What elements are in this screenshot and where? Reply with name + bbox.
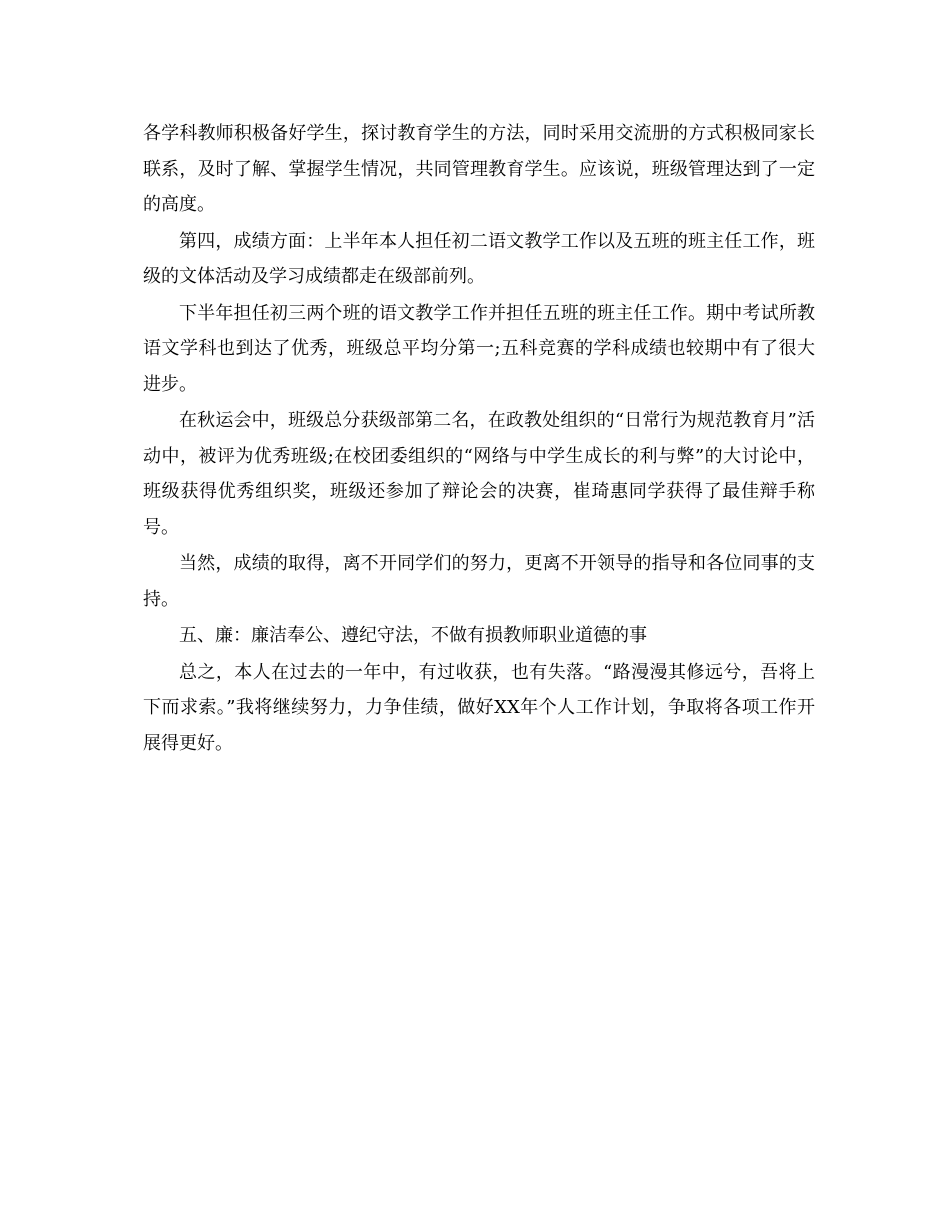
paragraph-3: 下半年担任初三两个班的语文教学工作并担任五班的班主任工作。期中考试所教语文学科也到达了优秀，班级总平均分第一;五科竞赛的学科成绩也较期中有了很大进步。 (143, 302, 815, 395)
paragraph-6: 五、廉：廉洁奉公、遵纪守法，不做有损教师职业道德的事 (179, 625, 647, 646)
paragraph-2: 第四，成绩方面：上半年本人担任初二语文教学工作以及五班的班主任工作，班级的文体活动及学习成绩都走在级部前列。 (143, 230, 815, 287)
document-body (143, 116, 815, 761)
paragraph-7: 总之，本人在过去的一年中，有过收获，也有失落。“路漫漫其修远兮，吾将上下而求索。”我将继续努力，力争佳绩，做好XX年个人工作计划，争取将各项工作开展得更好。 (143, 661, 815, 754)
paragraph-1: 各学科教师积极备好学生，探讨教育学生的方法，同时采用交流册的方式积极同家长联系，及时了解、掌握学生情况，共同管理教育学生。应该说，班级管理达到了一定的高度。 (143, 123, 815, 215)
paragraph-4: 在秋运会中，班级总分获级部第二名，在政教处组织的“日常行为规范教育月”活动中，被评为优秀班级;在校团委组织的“网络与中学生成长的利与弊”的大讨论中，班级获得优秀组织奖，班级还参加了辩论会的决赛，崔琦惠同学获得了最佳辩手称号。 (143, 410, 815, 538)
paragraph-5: 当然，成绩的取得，离不开同学们的努力，更离不开领导的指导和各位同事的支持。 (143, 553, 815, 610)
